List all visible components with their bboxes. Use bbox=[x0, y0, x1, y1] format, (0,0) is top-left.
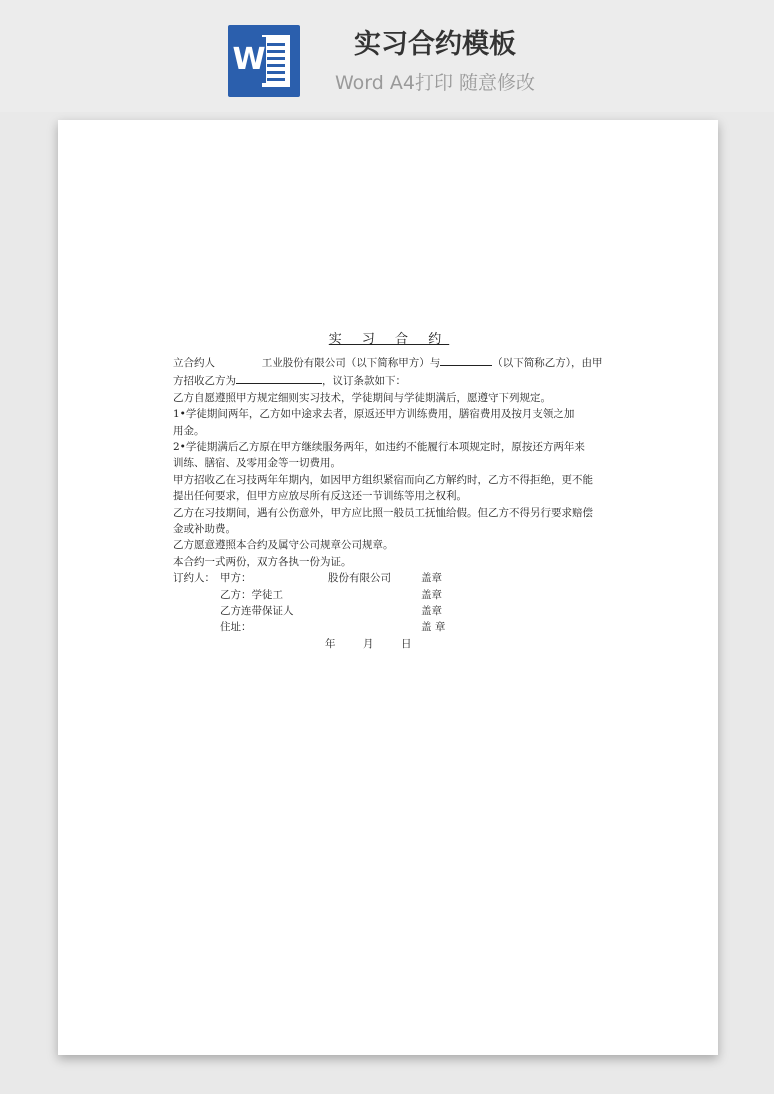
word-document-icon bbox=[228, 25, 300, 97]
signatory-label: 订约人： bbox=[173, 572, 215, 585]
party-a-label: 甲方： bbox=[220, 572, 252, 585]
header-banner bbox=[0, 0, 774, 112]
party-b-label: 乙方：学徒工 bbox=[220, 588, 283, 601]
contract-line: 乙方自愿遵照甲方规定细则实习技术，学徒期间与学徒期满后，愿遵守下列规定。 bbox=[173, 391, 551, 404]
date-day: 日 bbox=[401, 637, 412, 650]
seal-label: 盖 章 bbox=[421, 621, 446, 634]
date-month: 月 bbox=[363, 637, 374, 650]
contract-line: 训练、膳宿、及零用金等一切费用。 bbox=[173, 457, 341, 470]
contract-line: 立合约人 工业股份有限公司（以下简称甲方）与 （以下简称乙方），由甲 bbox=[173, 353, 605, 371]
contract-line: 2•学徒期满后乙方原在甲方继续服务两年，如违约不能履行本项规定时，原按还方两年来 bbox=[173, 441, 585, 454]
contract-line: 方招收乙方为 ，议订条款如下： bbox=[173, 371, 605, 389]
date-row bbox=[173, 636, 605, 652]
seal-label: 盖章 bbox=[421, 588, 442, 601]
signature-row bbox=[173, 570, 605, 586]
contract-body bbox=[173, 330, 605, 652]
party-a-company: 股份有限公司 bbox=[328, 572, 391, 585]
word-icon-sheet bbox=[262, 35, 290, 87]
contract-line: 1•学徒期间两年，乙方如中途求去者，原返还甲方训练费用，膳宿费用及按月支领之加 bbox=[173, 408, 575, 421]
seal-label: 盖章 bbox=[421, 572, 442, 585]
document-page bbox=[58, 120, 718, 1055]
guarantor-label: 乙方连带保证人 bbox=[220, 605, 294, 618]
contract-line: 用金。 bbox=[173, 424, 205, 437]
contract-line: 提出任何要求，但甲方应放尽所有反这还一节训练等用之权利。 bbox=[173, 490, 467, 503]
contract-line: 乙方在习技期间，遇有公伤意外，甲方应比照一般员工抚恤给假。但乙方不得另行要求赔偿 bbox=[173, 506, 593, 519]
template-subtitle: Word A4打印 随意修改 bbox=[334, 72, 535, 94]
address-label: 住址： bbox=[220, 621, 252, 634]
signature-row bbox=[173, 603, 605, 619]
blank-line bbox=[236, 371, 322, 384]
signature-row bbox=[173, 587, 605, 603]
seal-label: 盖章 bbox=[421, 605, 442, 618]
contract-line: 金或补助费。 bbox=[173, 523, 236, 536]
template-title: 实习合约模板 bbox=[354, 29, 516, 60]
date-year: 年 bbox=[325, 637, 336, 650]
word-icon-letter: W bbox=[232, 37, 266, 83]
signature-row bbox=[173, 619, 605, 635]
blank-line bbox=[440, 353, 492, 366]
contract-title: 实 习 合 约 bbox=[328, 332, 450, 347]
contract-line: 本合约一式两份，双方各执一份为证。 bbox=[173, 555, 352, 568]
contract-line: 乙方愿意遵照本合约及属守公司规章公司规章。 bbox=[173, 539, 394, 552]
contract-line: 甲方招收乙在习技两年年期内，如因甲方组织紧宿而向乙方解约时，乙方不得拒绝，更不能 bbox=[173, 473, 593, 486]
